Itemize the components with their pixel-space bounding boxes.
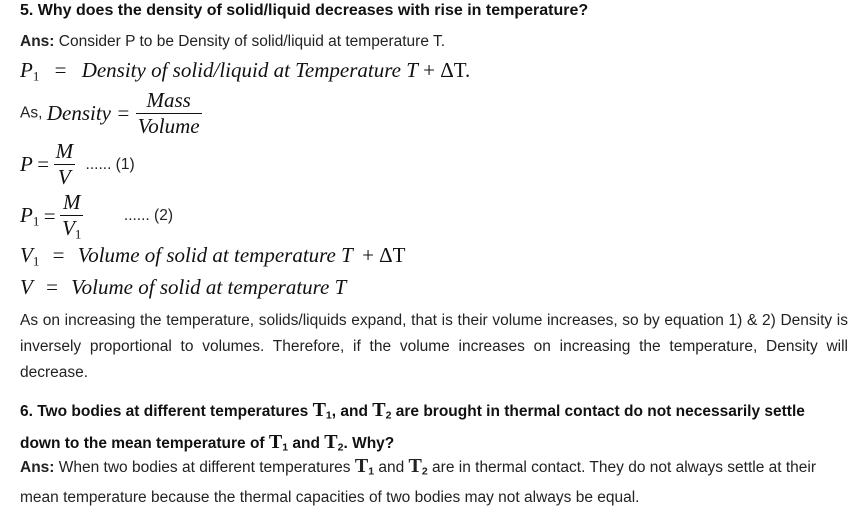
fraction-denominator: V bbox=[62, 216, 75, 240]
answer-label: Ans: bbox=[20, 33, 55, 50]
eq-delta: + ΔT bbox=[417, 58, 466, 82]
eq-rhs: Volume of solid at temperature T bbox=[77, 243, 353, 267]
eq-subscript: 1 bbox=[32, 253, 40, 269]
fraction-m-v1 bbox=[60, 190, 83, 243]
eq-equals: = bbox=[117, 101, 130, 125]
fraction-numerator: Mass bbox=[146, 88, 191, 112]
eq-equals: = bbox=[54, 58, 67, 82]
eq-lhs: P bbox=[20, 152, 33, 176]
answer-5-intro bbox=[20, 33, 445, 51]
equation-p1-density bbox=[20, 58, 470, 85]
equation-v1 bbox=[20, 243, 406, 270]
eq-prefix: As, bbox=[20, 104, 43, 122]
eq-symbol: P bbox=[20, 58, 33, 82]
equation-density-definition bbox=[20, 88, 202, 139]
fraction-mass-volume bbox=[136, 88, 202, 139]
answer-5-text: Consider P to be Density of solid/liquid at temperature T. bbox=[54, 33, 446, 50]
eq-subscript: 1 bbox=[32, 68, 40, 84]
eq-end: . bbox=[465, 58, 471, 82]
eq-rhs: Density of solid/liquid at Temperature T bbox=[81, 58, 418, 82]
equation-2 bbox=[20, 190, 173, 243]
eq-rhs: Volume of solid at temperature T bbox=[71, 275, 347, 299]
eq-delta: + ΔT bbox=[362, 243, 406, 267]
fraction-denominator: V bbox=[54, 164, 76, 190]
eq-equals: = bbox=[37, 152, 50, 176]
eq-equals: = bbox=[52, 243, 65, 267]
fraction-numerator: M bbox=[63, 190, 81, 214]
eq-equals: = bbox=[43, 203, 56, 228]
fraction-denominator-subscript: 1 bbox=[74, 226, 82, 242]
answer-6: Ans: When two bodies at different temperatures T1 and T2 are in thermal contact. They do not always settle at their mean temperature because the thermal capacities of two bodies may not always be equal. bbox=[20, 455, 817, 506]
eq-lhs: P bbox=[20, 203, 33, 227]
eq-lhs: V bbox=[20, 243, 33, 267]
equation-1 bbox=[20, 139, 135, 190]
equation-tag-1: ...... (1) bbox=[85, 155, 135, 173]
equation-tag-2: ...... (2) bbox=[123, 207, 173, 225]
fraction-numerator: M bbox=[55, 139, 74, 163]
equation-v bbox=[20, 275, 346, 300]
answer-label: Ans: bbox=[20, 459, 55, 476]
eq-lhs: V bbox=[20, 275, 33, 299]
eq-lhs: Density bbox=[46, 101, 112, 125]
fraction-m-v bbox=[54, 139, 76, 190]
eq-equals: = bbox=[46, 275, 58, 299]
question-6-title: 6. Two bodies at different temperatures T1, and T2 are brought in thermal contact do not necessarily settle down to the mean temperature of T1 and T2. Why? bbox=[20, 399, 805, 454]
answer-5-conclusion: As on increasing the temperature, solids/liquids expand, that is their volume increases, so by equation 1) & 2) Density is inversely proportional to volumes. Therefore, if the volume increases on increasing the temperature, Density will decrease. bbox=[20, 312, 848, 381]
eq-subscript: 1 bbox=[32, 213, 40, 229]
question-5-title: 5. Why does the density of solid/liquid decreases with rise in temperature? bbox=[20, 2, 589, 19]
fraction-denominator: Volume bbox=[137, 114, 200, 138]
